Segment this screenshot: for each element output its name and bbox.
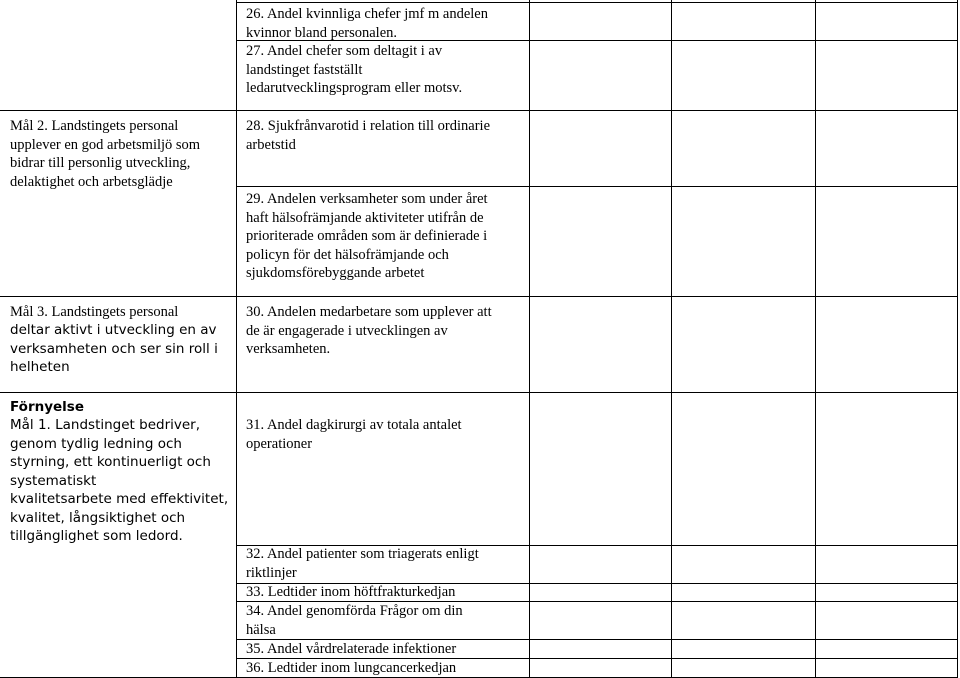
indicator-32: 32. Andel patienter som triagerats enligt riktlinjer: [246, 546, 479, 581]
indicator-26: 26. Andel kvinnliga chefer jmf m andelen kvinnor bland personalen.: [246, 6, 488, 41]
grid-line: [0, 392, 958, 393]
goal-3-body: deltar aktivt i utveckling en av verksamheten och ser sin roll i helheten: [10, 322, 218, 375]
indicator-34: 34. Andel genomförda Frågor om din hälsa: [246, 603, 463, 638]
grid-line: [0, 110, 958, 111]
indicator-35: 35. Andel vårdrelaterade infektioner: [246, 641, 457, 657]
indicator-30: 30. Andelen medarbetare som upplever att de är engagerade i utvecklingen av verksamheten.: [246, 304, 492, 357]
indicator-29: 29. Andelen verksamheter som under året haft hälsofrämjande aktiviteter utifrån de prioriterade områden som är definierade i policyn för det hälsofrämjande och sjukdomsförebyggande arbetet: [246, 191, 488, 281]
grid-line: [671, 0, 672, 678]
grid-line: [815, 0, 816, 678]
grid-line: [236, 0, 237, 678]
grid-line: [957, 0, 958, 678]
indicator-28: 28. Sjukfrånvarotid i relation till ordinarie arbetstid: [246, 118, 491, 153]
goal-1-text: Mål 1. Landstinget bedriver, genom tydlig ledning och styrning, ett kontinuerligt och systematiskt kvalitetsarbete med effektivitet, kvalitet, långsiktighet och tillgänglighet som ledord.: [10, 417, 229, 544]
grid-line: [236, 186, 958, 187]
section-heading: Förnyelse: [10, 399, 84, 415]
indicator-36: 36. Ledtider inom lungcancerkedjan: [246, 660, 457, 676]
indicator-31: 31. Andel dagkirurgi av totala antalet operationer: [246, 417, 462, 452]
goal-2-text: Mål 2. Landstingets personal upplever en god arbetsmiljö som bidrar till personlig utveckling, delaktighet och arbetsglädje: [10, 118, 201, 190]
goal-3-title: Mål 3. Landstingets personal: [10, 304, 179, 320]
grid-line: [0, 296, 958, 297]
indicator-27: 27. Andel chefer som deltagit i av landstinget fastställt ledarutvecklingsprogram eller motsv.: [246, 43, 463, 96]
grid-line: [529, 0, 530, 678]
grid-line: [236, 2, 958, 3]
indicator-33: 33. Ledtider inom höftfrakturkedjan: [246, 584, 456, 600]
